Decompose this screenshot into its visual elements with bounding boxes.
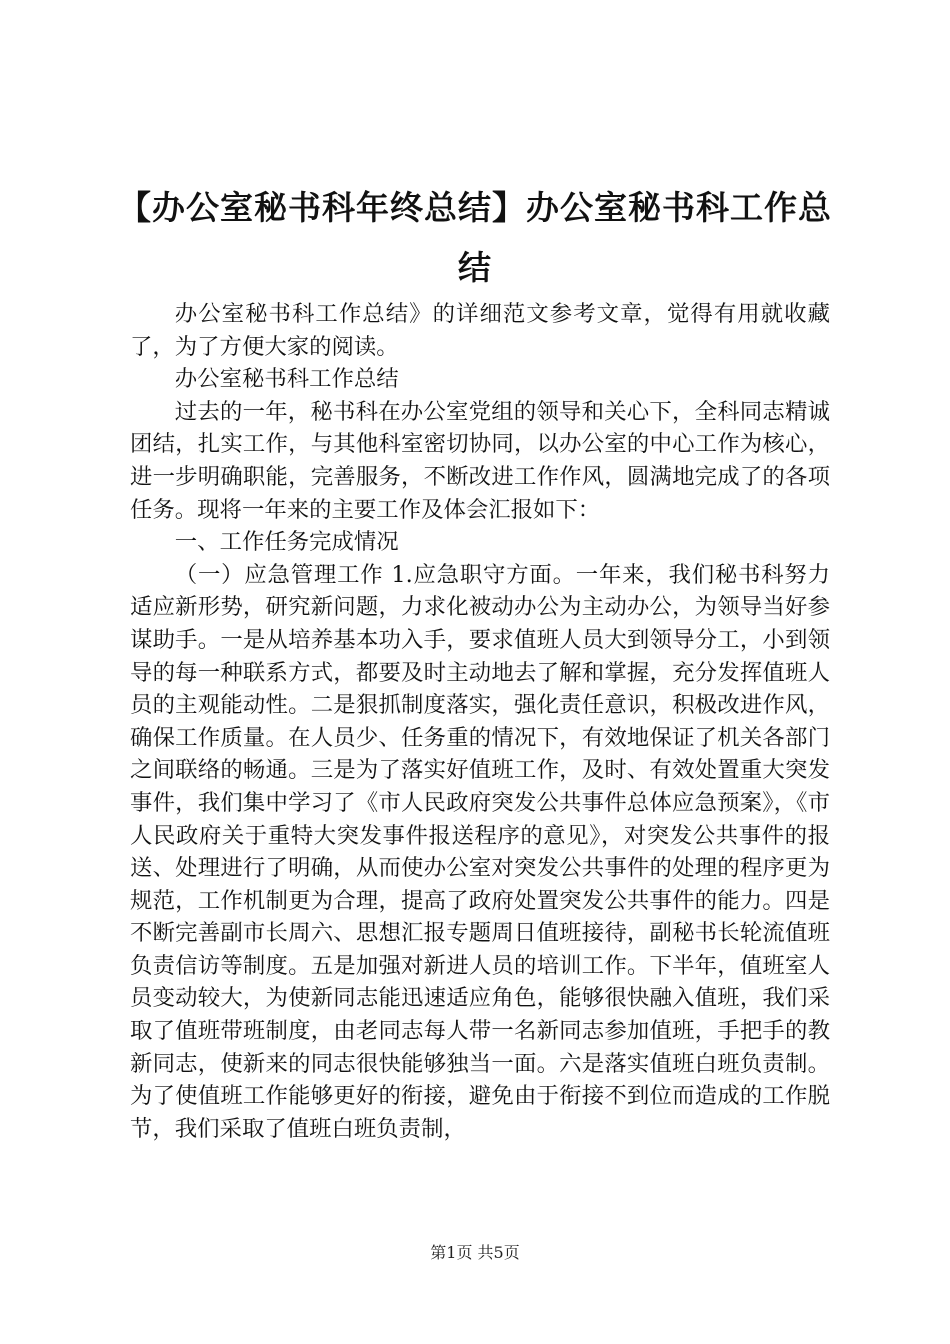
section-heading: 一、工作任务完成情况 (174, 529, 399, 556)
paragraph-emergency-management: （一）应急管理工作 1.应急职守方面。一年来，我们秘书科努力适应新形势，研究新问题，力求化被动办公为主动办公，为领导当好参谋助手。一是从培养基本功入手，要求值班人员大到领导分工，小到领导的每一种联系方式，都要及时主动地去了解和掌握，充分发挥值班人员的主观能动性。二是狠抓制度落实，强化责任意识，积极改进作风，确保工作质量。在人员少、任务重的情况下，有效地保证了机关各部门之间联络的畅通。三是为了落实好值班工作，及时、有效处置重大突发事件，我们集中学习了《市人民政府突发公共事件总体应急预案》，《市人民政府关于重特大突发事件报送程序的意见》，对突发公共事件的报送、处理进行了明确，从而使办公室对突发公共事件的处理的程序更为规范，工作机制更为合理，提高了政府处置突发公共事件的能力。四是不断完善副市长周六、思想汇报专题周日值班接待，副秘书长轮流值班负责信访等制度。五是加强对新进人员的培训工作。下半年，值班室人员变动较大，为使新同志能迅速适应角色，能够很快融入值班，我们采取了值班带班制度，由老同志每人带一名新同志参加值班，手把手的教新同志，使新来的同志很快能够独当一面。六是落实值班白班负责制。为了使值班工作能够更好的衔接，避免由于衔接不到位而造成的工作脱节，我们采取了值班白班负责制， (130, 561, 830, 1142)
page-number-footer: 第1页 共5页 (430, 1243, 520, 1262)
document-body (130, 298, 830, 1145)
paragraph-subtitle: 办公室秘书科工作总结 (174, 366, 399, 393)
paragraph-overview: 过去的一年，秘书科在办公室党组的领导和关心下，全科同志精诚团结，扎实工作，与其他科室密切协同，以办公室的中心工作为核心，进一步明确职能，完善服务，不断改进工作作风，圆满地完成了的各项任务。现将一年来的主要工作及体会汇报如下： (130, 398, 830, 523)
document-title: 【办公室秘书科年终总结】办公室秘书科工作总结 (118, 188, 832, 287)
paragraph-intro: 办公室秘书科工作总结》的详细范文参考文章，觉得有用就收藏了，为了方便大家的阅读。 (130, 301, 830, 360)
